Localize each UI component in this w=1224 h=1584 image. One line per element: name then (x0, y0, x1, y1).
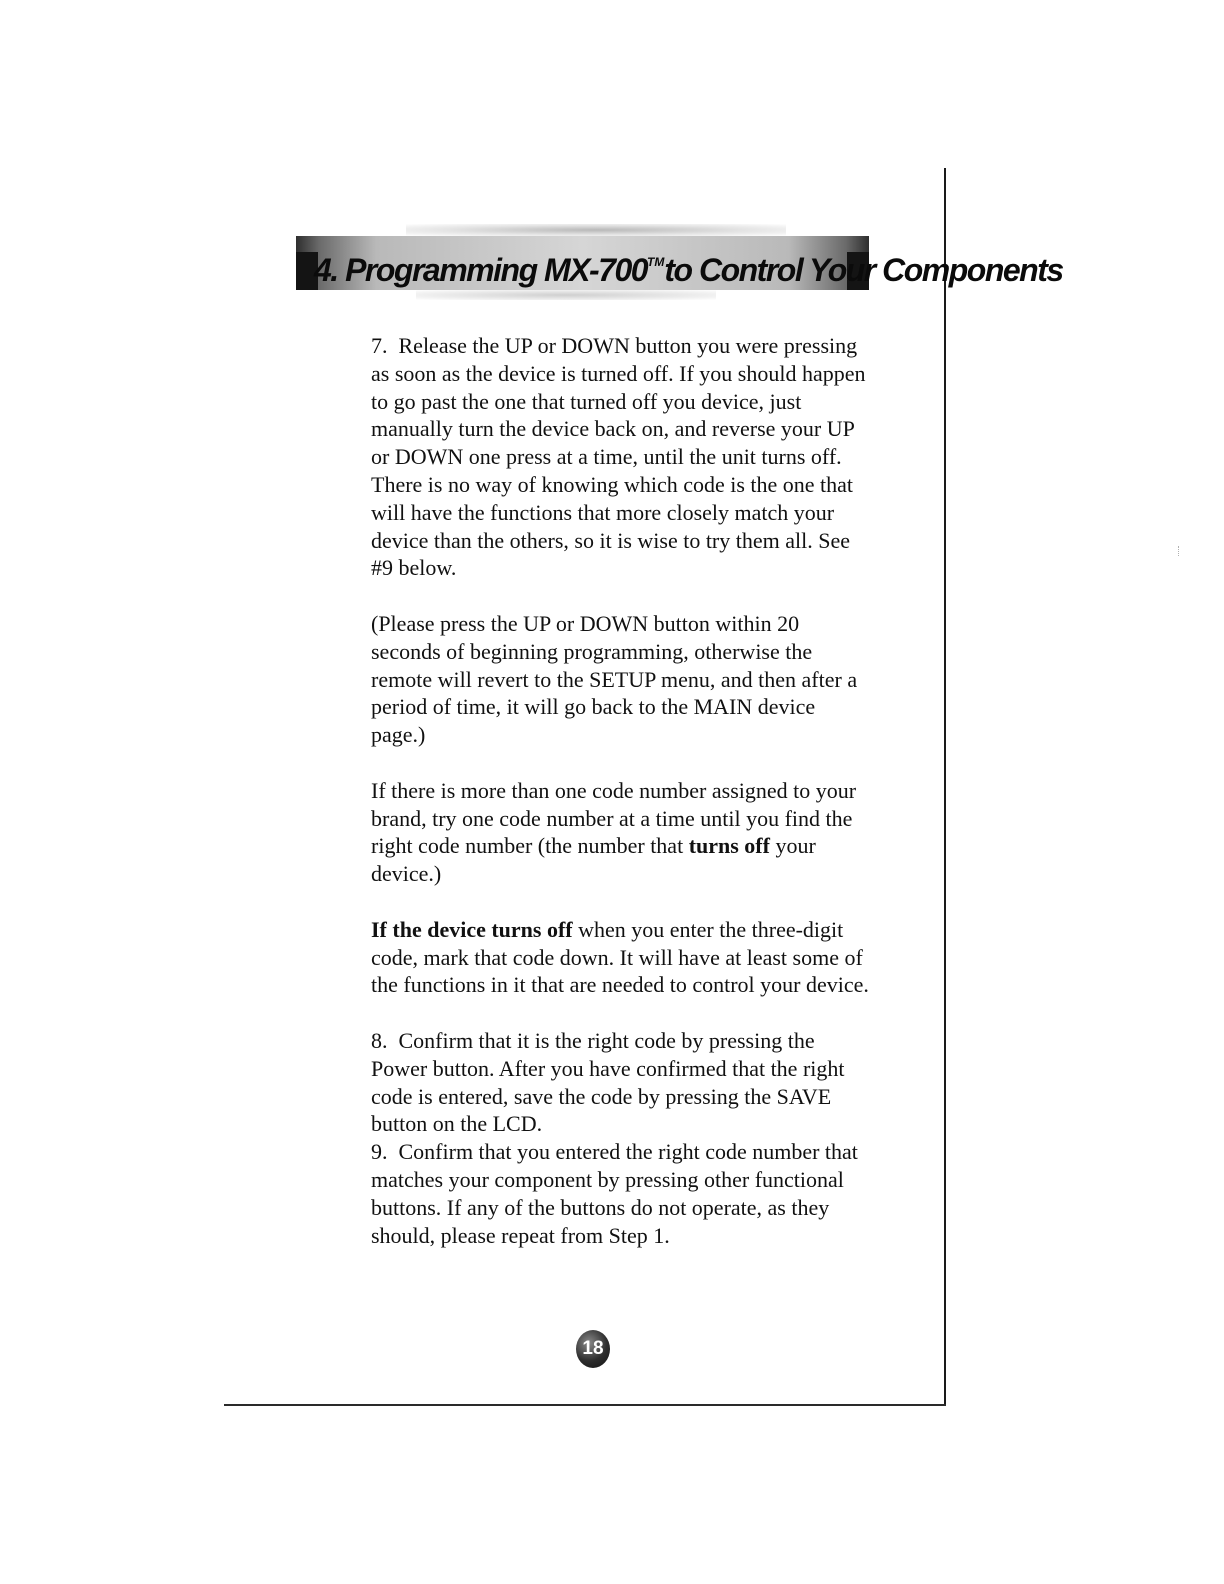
header-bottom-shading (416, 290, 716, 300)
page-border-right (944, 168, 946, 1406)
turns-off-bold: If the device turns off (371, 916, 573, 942)
chapter-title-main: 4. Programming MX-700 (314, 252, 648, 288)
trademark-mark: TM (647, 255, 665, 269)
step-7-number: 7. (371, 333, 388, 358)
header-top-shading (406, 224, 786, 236)
step-8-text: Confirm that it is the right code by pressing the Power button. After you have confirmed that the right code is entered, save the code by pressing the SAVE button on the LCD. (371, 1027, 845, 1137)
multiple-codes-paragraph (371, 777, 871, 888)
instructions-body (371, 332, 871, 1249)
multiple-codes-bold: turns off (688, 833, 770, 859)
step-9-paragraph (371, 1138, 871, 1249)
step-7-paragraph (371, 332, 871, 582)
step-7-text: Release the UP or DOWN button you were pressing as soon as the device is turned off. If you should happen to go past the one that turned off you device, just manually turn the device back on, and reverse your UP or DOWN one press at a time, until the unit turns off. There is no way of knowing which code is the one that will have the functions that more closely match your device than the others, so it is wise to try them all. See #9 below. (371, 333, 866, 581)
multiple-codes-text-end: your device.) (371, 833, 816, 887)
page-number-badge: 18 (576, 1330, 610, 1368)
turns-off-paragraph (371, 916, 871, 999)
scan-artifact (1178, 546, 1181, 556)
step-8-paragraph (371, 1027, 871, 1138)
multiple-codes-text-start: If there is more than one code number assigned to your brand, try one code number at a time until you find the right code number (the number that (371, 777, 857, 859)
turns-off-text: when you enter the three-digit code, mark that code down. It will have at least some of the functions in it that are needed to control your device. (371, 916, 869, 998)
step-8-number: 8. (371, 1027, 388, 1053)
chapter-title (314, 238, 1063, 288)
step-9-number: 9. (371, 1139, 388, 1165)
timeout-note-paragraph: (Please press the UP or DOWN button within 20 seconds of beginning programming, otherwise the remote will revert to the SETUP menu, and then after a period of time, it will go back to the MAIN device page.) (371, 610, 858, 748)
chapter-header (296, 224, 1063, 290)
step-9-text: Confirm that you entered the right code number that matches your component by pressing other functional buttons. If any of the buttons do not operate, as they should, please repeat from Step 1. (371, 1139, 858, 1248)
page-border-bottom (224, 1404, 946, 1406)
chapter-title-rest: to Control Your Components (664, 252, 1063, 288)
